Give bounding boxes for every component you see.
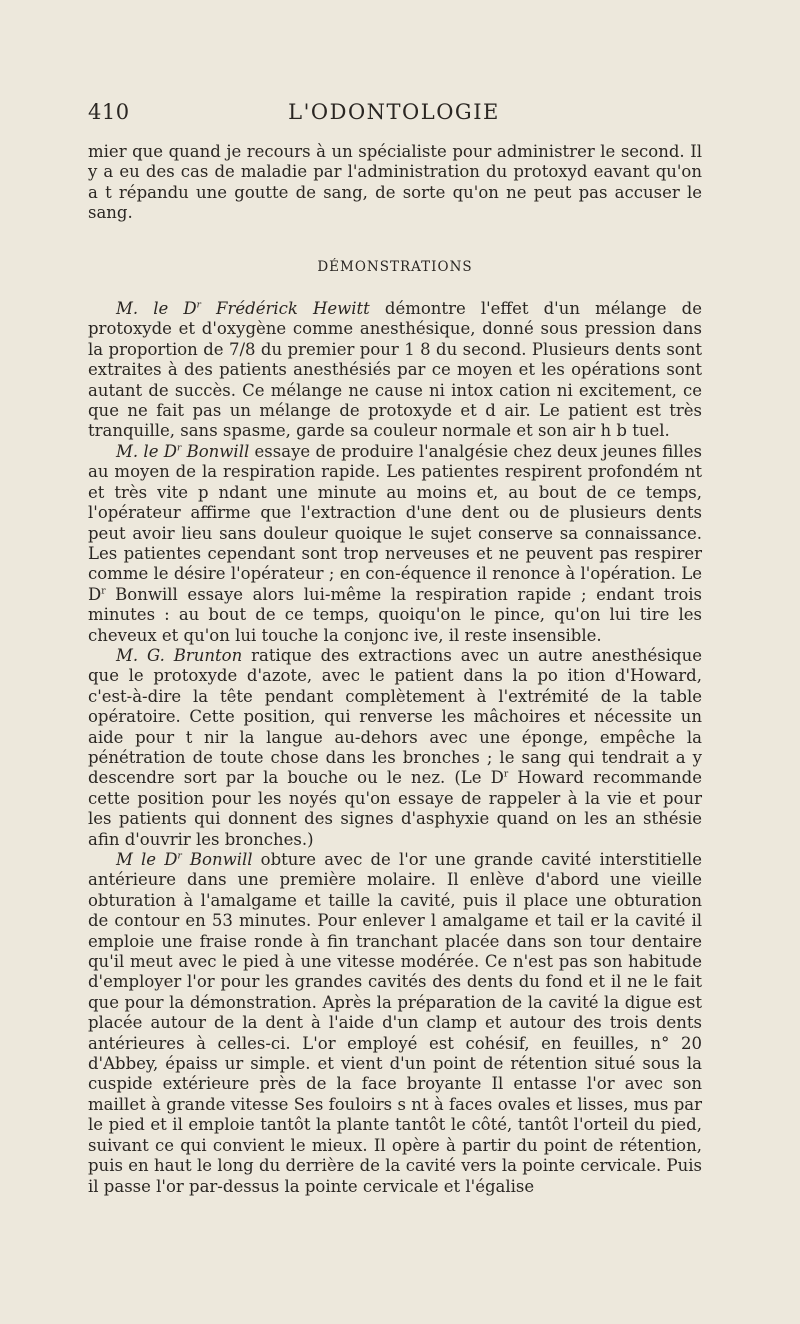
speaker-bonwill xyxy=(116,442,249,461)
page-header xyxy=(88,100,700,130)
superscript: r xyxy=(503,769,509,780)
paragraph-text: démontre l'effet d'un mélange de protoxyde et d'oxygène comme anesthésique, donné sous pression dans la proportion de 7/8 du premier pour 1 8 du second. Plusieurs dents sont extraites à des patients anesthésiés par ce moyen et les opérations sont autant de succès. Ce mélange ne cause ni intox cation ni excitement, ce que ne fait pas un mélange de protoxyde et d air. Le patient est très tranquille, sans spasme, garde sa couleur normale et son air h b tuel. xyxy=(88,299,702,441)
paragraph-brunton xyxy=(88,646,702,850)
speaker-prefix: M. le D xyxy=(116,299,197,319)
speaker-prefix: M le D xyxy=(116,850,178,869)
speaker-name: Bonwill xyxy=(181,850,253,869)
superscript: r xyxy=(177,443,182,454)
speaker-brunton: M. G. Brunton xyxy=(116,645,243,665)
speaker-prefix: M. le D xyxy=(116,441,177,461)
paragraph-text: ratique des extractions avec un autre anesthésique que le protoxyde d'azote, avec le patient dans la po ition d'Howard, c'est-à-dire la tête pendant complètement à l'extrémité de la table opératoire. Cette position, qui renverse les mâchoires et nécessite un aide pour t nir la langue au-dehors avec une éponge, empêche la pénétration de toute chose dans les bronches ; le sang qui tendrait a y descendre sort par la bouche ou le nez. (Le D xyxy=(88,645,702,788)
section-heading: DÉMONSTRATIONS xyxy=(317,258,473,275)
speaker-bonwill xyxy=(116,850,253,869)
superscript: r xyxy=(177,851,182,862)
paragraph-text: obture avec de l'or une grande cavité interstitielle antérieure dans une première molaire. Il enlève d'abord une vieille obturation à l'amalgame et taille la cavité, puis il place une obturation de contour en 53 minutes. Pour enlever l amalgame et tail er la cavité il emploie une fraise ronde à fin tranchant placée dans son tour dentaire qu'il meut avec le pied à une vitesse modérée. Ce n'est pas son habitude d'employer l'or pour les grandes cavités des dents du fond et il ne le fait que pour la démonstration. Après la préparation de la cavité la digue est placée autour de la dent à l'aide d'un clamp et autour des trois dents antérieures à celles-ci. L'or employé est cohésif, en feuilles, n° 20 d'Abbey, épaiss ur simple. et vient d'un point de rétention situé sous la cuspide extérieure près de la face broyante Il entasse l'or avec son maillet à grande vitesse Ses fouloirs s nt à faces ovales et lisses, mus par le pied et il emploie tantôt la plante tantôt le côté, tantôt l'orteil du pied, suivant ce qui convient le mieux. Il opère à partir du point de rétention, puis en haut le long du derrière de la cavité vers la pointe cervicale. Puis il passe l'or par-dessus la pointe cervicale et l'égalise xyxy=(88,850,703,1196)
paragraph-continuation: mier que quand je recours à un spécialiste pour administrer le second. Il y a eu des cas de maladie par l'administration du protoxyd eavant qu'on a t répandu une goutte de sang, de sorte qu'on ne peut pas accuser le sang. xyxy=(88,142,702,223)
body-text xyxy=(88,142,702,1197)
paragraph-text: Bonwill essaye alors lui-même la respiration rapide ; endant trois minutes : au bout de ce temps, quoiqu'on le pince, qu'on lui tire les cheveux et qu'on lui touche la conjonc ive, il reste insensible. xyxy=(88,584,702,645)
superscript: r xyxy=(196,300,201,311)
page-number: 410 xyxy=(88,100,130,124)
speaker-hewitt xyxy=(116,299,370,318)
paragraph-bonwill-analgesia xyxy=(88,442,702,646)
speaker-name: Frédérick Hewitt xyxy=(200,299,370,319)
paragraph-hewitt xyxy=(88,299,702,442)
speaker-name: Bonwill xyxy=(181,441,250,461)
paragraph-bonwill-gold xyxy=(88,850,702,1197)
superscript: r xyxy=(101,586,106,597)
running-title: L'ODONTOLOGIE xyxy=(288,100,500,124)
paragraph-text: Howard recommande cette position pour les noyés qu'on essaye de rappeler à la vie et pour les patients qui donnent des signes d'asphyxie quand on les an sthésie afin d'ouvrir les bronches.) xyxy=(88,768,702,849)
paragraph-text: essaye de produire l'analgésie chez deux jeunes filles au moyen de la respiration rapide. Les patientes respirent profondém nt et très vite p ndant une minute au moins et, au bout de ce temps, l'opérateur affirme que l'extraction d'une dent ou de plusieurs dents peut avoir lieu sans douleur quoique le sujet conserve sa connaissance. Les patientes cependant sont trop nerveuses et ne peuvent pas respirer comme le désire l'opérateur ; en con-équence il renonce à l'opération. Le D xyxy=(88,441,702,604)
